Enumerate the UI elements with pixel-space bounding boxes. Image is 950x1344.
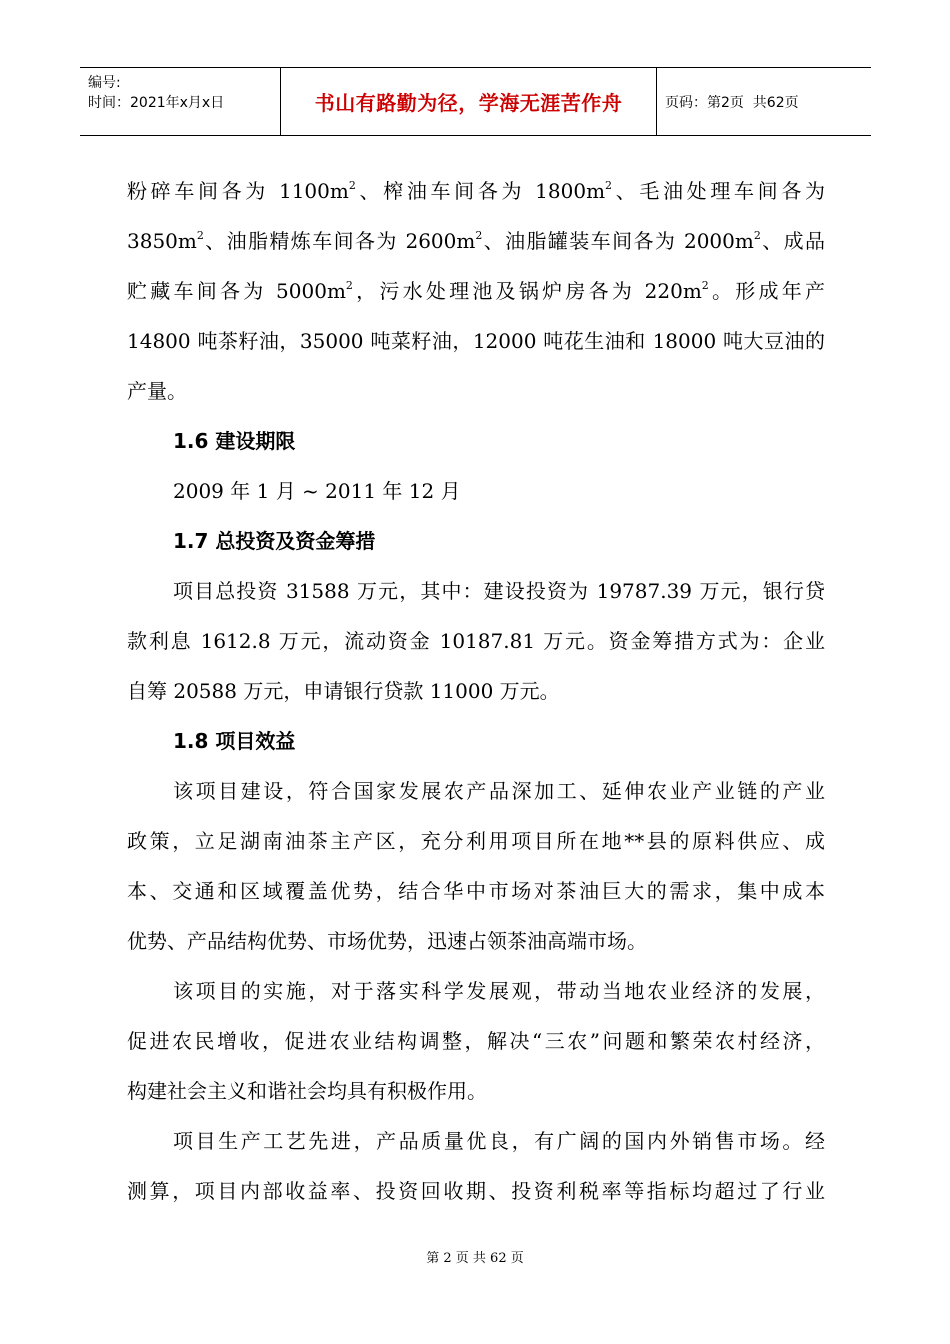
header-motto: 书山有路勤为径，学海无涯苦作舟	[281, 68, 657, 135]
construction-period: 2009 年 1 月 ~ 2011 年 12 月	[173, 479, 461, 503]
page-header	[80, 67, 871, 136]
paragraph-line: 项目生产工艺先进，产品质量优良，有广阔的国内外销售市场。经	[173, 1129, 825, 1153]
paragraph-line: 产量。	[127, 379, 187, 403]
paragraph-line: 政策，立足湖南油茶主产区，充分利用项目所在地**县的原料供应、成	[127, 829, 825, 853]
paragraph-line: 该项目的实施，对于落实科学发展观，带动当地农业经济的发展，	[173, 979, 825, 1003]
page-footer: 第 2 页 共 62 页	[426, 1251, 524, 1266]
paragraph-line: 该项目建设，符合国家发展农产品深加工、延伸农业产业链的产业	[173, 779, 825, 803]
paragraph-line: 本、交通和区域覆盖优势，结合华中市场对茶油巨大的需求，集中成本	[127, 879, 825, 903]
document-date: 时间：2021年x月x日	[88, 95, 225, 111]
section-heading-1-8: 1.8 项目效益	[173, 729, 296, 753]
header-left-cell	[80, 68, 281, 135]
section-heading-1-6: 1.6 建设期限	[173, 429, 296, 453]
paragraph-line: 测算，项目内部收益率、投资回收期、投资利税率等指标均超过了行业	[127, 1179, 825, 1203]
paragraph-line: 贮藏车间各为 $5000m^2$，污水处理池及锅炉房各为 $220m^2$。形成年产	[127, 279, 826, 303]
document-body	[127, 166, 825, 1216]
document-code-label: 编号:	[88, 75, 121, 91]
paragraph-line: 构建社会主义和谐社会均具有积极作用。	[127, 1079, 487, 1103]
header-page-info	[657, 68, 871, 135]
paragraph-line: 项目总投资 31588 万元，其中：建设投资为 19787.39 万元，银行贷	[173, 579, 825, 603]
section-heading-1-7: 1.7 总投资及资金筹措	[173, 529, 376, 553]
paragraph-line: 自筹 20588 万元，申请银行贷款 11000 万元。	[127, 679, 560, 703]
paragraph-line: $3850m^2$、油脂精炼车间各为 $2600m^2$、油脂罐装车间各为 $2000m^2$、成品	[127, 229, 826, 253]
paragraph-line: 14800 吨茶籽油，35000 吨菜籽油，12000 吨花生油和 18000 吨大豆油的	[127, 329, 825, 353]
paragraph-line: 款利息 1612.8 万元，流动资金 10187.81 万元。资金筹措方式为：企业	[127, 629, 825, 653]
paragraph-line: 粉碎车间各为 $1100m^2$、榨油车间各为 $1800m^2$、毛油处理车间各为	[127, 179, 825, 203]
header-page-number: 页码：第2页 共62页	[665, 94, 799, 111]
paragraph-line: 促进农民增收，促进农业结构调整，解决“三农”问题和繁荣农村经济，	[127, 1029, 825, 1053]
paragraph-line: 优势、产品结构优势、市场优势，迅速占领茶油高端市场。	[127, 929, 647, 953]
